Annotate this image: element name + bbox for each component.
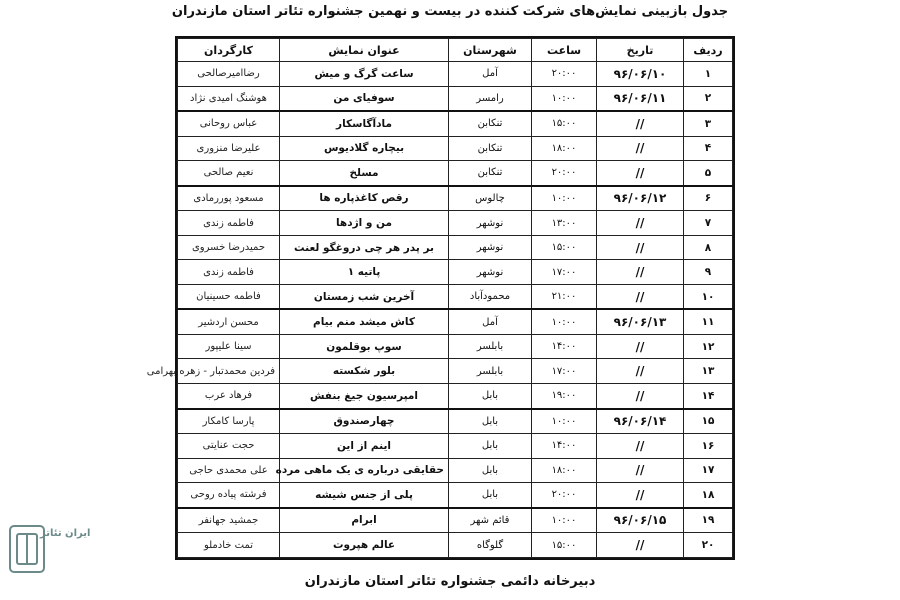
cell-time: ۱۹:۰۰: [532, 384, 597, 409]
cell-date: //: [597, 533, 684, 558]
cell-director: هوشنگ امیدی نژاد: [178, 86, 280, 111]
cell-city: چالوس: [449, 186, 532, 211]
cell-city: بابلسر: [449, 359, 532, 384]
cell-row-number: ۱۹: [684, 508, 733, 533]
table-row: [178, 284, 733, 309]
table-row: [178, 260, 733, 285]
table-row: [178, 161, 733, 186]
cell-date: ۹۶/۰۶/۱۰: [597, 62, 684, 87]
cell-row-number: ۱۵: [684, 409, 733, 434]
cell-date: //: [597, 434, 684, 459]
table-row: [178, 533, 733, 558]
cell-row-number: ۱: [684, 62, 733, 87]
cell-date: //: [597, 235, 684, 260]
cell-director: علی محمدی حاجی: [178, 458, 280, 483]
cell-city: محمودآباد: [449, 284, 532, 309]
cell-show-title: مسلخ: [280, 161, 449, 186]
cell-director: فردین محمدتبار - زهره بهرامی: [178, 359, 280, 384]
cell-show-title: رقص کاغذپاره ها: [280, 186, 449, 211]
cell-director: نعیم صالحی: [178, 161, 280, 186]
footer-text: دبیرخانه دائمی جشنواره تئاتر استان مازندران: [304, 574, 596, 589]
table-row: [178, 211, 733, 236]
cell-date: //: [597, 161, 684, 186]
table-header-row: [178, 39, 733, 62]
table-row: [178, 434, 733, 459]
cell-row-number: ۲۰: [684, 533, 733, 558]
table-row: [178, 235, 733, 260]
cell-row-number: ۲: [684, 86, 733, 111]
cell-date: //: [597, 111, 684, 136]
cell-date: //: [597, 483, 684, 508]
cell-director: پارسا کامکار: [178, 409, 280, 434]
cell-city: قائم شهر: [449, 508, 532, 533]
cell-director: مسعود پوررمادی: [178, 186, 280, 211]
cell-row-number: ۱۱: [684, 309, 733, 334]
cell-show-title: کاش میشد منم بیام: [280, 309, 449, 334]
cell-time: ۲۱:۰۰: [532, 284, 597, 309]
cell-time: ۱۸:۰۰: [532, 458, 597, 483]
cell-time: ۱۸:۰۰: [532, 136, 597, 161]
cell-director: سینا علیپور: [178, 334, 280, 359]
header-director: کارگردان: [178, 39, 280, 62]
cell-row-number: ۱۸: [684, 483, 733, 508]
cell-city: آمل: [449, 62, 532, 87]
cell-show-title: حقایقی درباره ی یک ماهی مرده: [280, 458, 449, 483]
cell-city: نوشهر: [449, 260, 532, 285]
cell-time: ۱۵:۰۰: [532, 235, 597, 260]
table-row: [178, 62, 733, 87]
header-row-number: ردیف: [684, 39, 733, 62]
cell-director: فاطمه زندی: [178, 211, 280, 236]
cell-show-title: اینم از این: [280, 434, 449, 459]
cell-time: ۱۰:۰۰: [532, 86, 597, 111]
cell-date: ۹۶/۰۶/۱۴: [597, 409, 684, 434]
table-row: [178, 508, 733, 533]
cell-show-title: بلور شکسته: [280, 359, 449, 384]
cell-time: ۱۷:۰۰: [532, 359, 597, 384]
cell-city: رامسر: [449, 86, 532, 111]
logo-text: ایران تئاتر: [40, 528, 91, 539]
cell-show-title: بر پدر هر چی دروغگو لعنت: [280, 235, 449, 260]
cell-time: ۱۰:۰۰: [532, 508, 597, 533]
header-time: ساعت: [532, 39, 597, 62]
schedule-table: [146, 38, 733, 558]
cell-time: ۱۵:۰۰: [532, 533, 597, 558]
cell-time: ۱۳:۰۰: [532, 211, 597, 236]
table-row: [178, 483, 733, 508]
cell-time: ۱۰:۰۰: [532, 186, 597, 211]
cell-show-title: عالم هپروت: [280, 533, 449, 558]
cell-date: ۹۶/۰۶/۱۱: [597, 86, 684, 111]
cell-show-title: ساعت گرگ و میش: [280, 62, 449, 87]
cell-date: //: [597, 359, 684, 384]
cell-director: فرهاد عرب: [178, 384, 280, 409]
cell-show-title: سوپ بوقلمون: [280, 334, 449, 359]
cell-row-number: ۳: [684, 111, 733, 136]
cell-city: نوشهر: [449, 211, 532, 236]
cell-row-number: ۱۲: [684, 334, 733, 359]
cell-date: ۹۶/۰۶/۱۳: [597, 309, 684, 334]
cell-director: فرشته پیاده روحی: [178, 483, 280, 508]
cell-city: تنکابن: [449, 136, 532, 161]
cell-director: رضاامیرصالحی: [178, 62, 280, 87]
cell-date: //: [597, 458, 684, 483]
cell-director: فاطمه زندی: [178, 260, 280, 285]
cell-row-number: ۱۳: [684, 359, 733, 384]
cell-city: آمل: [449, 309, 532, 334]
cell-date: //: [597, 136, 684, 161]
cell-time: ۲۰:۰۰: [532, 161, 597, 186]
cell-row-number: ۵: [684, 161, 733, 186]
cell-city: بابل: [449, 384, 532, 409]
cell-show-title: من و اژدها: [280, 211, 449, 236]
cell-date: ۹۶/۰۶/۱۵: [597, 508, 684, 533]
cell-director: تمت خادملو: [178, 533, 280, 558]
cell-date: //: [597, 284, 684, 309]
cell-show-title: امپرسیون جیغ بنفش: [280, 384, 449, 409]
cell-row-number: ۸: [684, 235, 733, 260]
cell-show-title: مادآگاسکار: [280, 111, 449, 136]
cell-city: نوشهر: [449, 235, 532, 260]
cell-director: جمشید جهانفر: [178, 508, 280, 533]
header-city: شهرستان: [449, 39, 532, 62]
cell-director: محسن اردشیر: [178, 309, 280, 334]
cell-time: ۱۰:۰۰: [532, 409, 597, 434]
cell-time: ۱۵:۰۰: [532, 111, 597, 136]
cell-time: ۱۴:۰۰: [532, 334, 597, 359]
cell-show-title: آخرین شب زمستان: [280, 284, 449, 309]
table-row: [178, 186, 733, 211]
cell-date: //: [597, 334, 684, 359]
cell-show-title: ابرام: [280, 508, 449, 533]
table-row: [178, 458, 733, 483]
cell-city: بابل: [449, 458, 532, 483]
table-row: [178, 334, 733, 359]
cell-row-number: ۱۰: [684, 284, 733, 309]
table-row: [178, 86, 733, 111]
cell-date: //: [597, 260, 684, 285]
cell-city: بابل: [449, 483, 532, 508]
cell-row-number: ۱۷: [684, 458, 733, 483]
cell-date: //: [597, 211, 684, 236]
cell-show-title: چهارصندوق: [280, 409, 449, 434]
table-row: [178, 384, 733, 409]
header-show-title: عنوان نمایش: [280, 39, 449, 62]
cell-city: بابلسر: [449, 334, 532, 359]
cell-row-number: ۶: [684, 186, 733, 211]
cell-show-title: بیچاره گلادیوس: [280, 136, 449, 161]
table-row: [178, 111, 733, 136]
table-row: [178, 309, 733, 334]
table-body: [146, 62, 733, 558]
cell-row-number: ۷: [684, 211, 733, 236]
schedule-table-frame: [146, 36, 735, 560]
cell-show-title: پاتیه ۱: [280, 260, 449, 285]
cell-city: تنکابن: [449, 161, 532, 186]
header-date: تاریخ: [597, 39, 684, 62]
cell-director: علیرضا منزوری: [178, 136, 280, 161]
cell-date: //: [597, 384, 684, 409]
cell-time: ۲۰:۰۰: [532, 483, 597, 508]
cell-time: ۱۴:۰۰: [532, 434, 597, 459]
cell-row-number: ۴: [684, 136, 733, 161]
cell-director: عباس روحانی: [178, 111, 280, 136]
table-row: [178, 409, 733, 434]
cell-show-title: سوفیای من: [280, 86, 449, 111]
cell-city: گلوگاه: [449, 533, 532, 558]
table-row: [178, 359, 733, 384]
cell-show-title: پلی از جنس شیشه: [280, 483, 449, 508]
cell-director: فاطمه حسینیان: [178, 284, 280, 309]
cell-director: حمیدرضا خسروی: [178, 235, 280, 260]
cell-time: ۱۰:۰۰: [532, 309, 597, 334]
cell-row-number: ۱۶: [684, 434, 733, 459]
cell-city: تنکابن: [449, 111, 532, 136]
cell-director: حجت عنایتی: [178, 434, 280, 459]
page-title: جدول بازبینی نمایش‌های شرکت کننده در بیست و نهمین جشنواره تئاتر استان مازندران: [171, 4, 729, 19]
cell-time: ۲۰:۰۰: [532, 62, 597, 87]
cell-city: بابل: [449, 434, 532, 459]
cell-time: ۱۷:۰۰: [532, 260, 597, 285]
cell-row-number: ۱۴: [684, 384, 733, 409]
table-row: [178, 136, 733, 161]
cell-date: ۹۶/۰۶/۱۲: [597, 186, 684, 211]
cell-city: بابل: [449, 409, 532, 434]
cell-row-number: ۹: [684, 260, 733, 285]
